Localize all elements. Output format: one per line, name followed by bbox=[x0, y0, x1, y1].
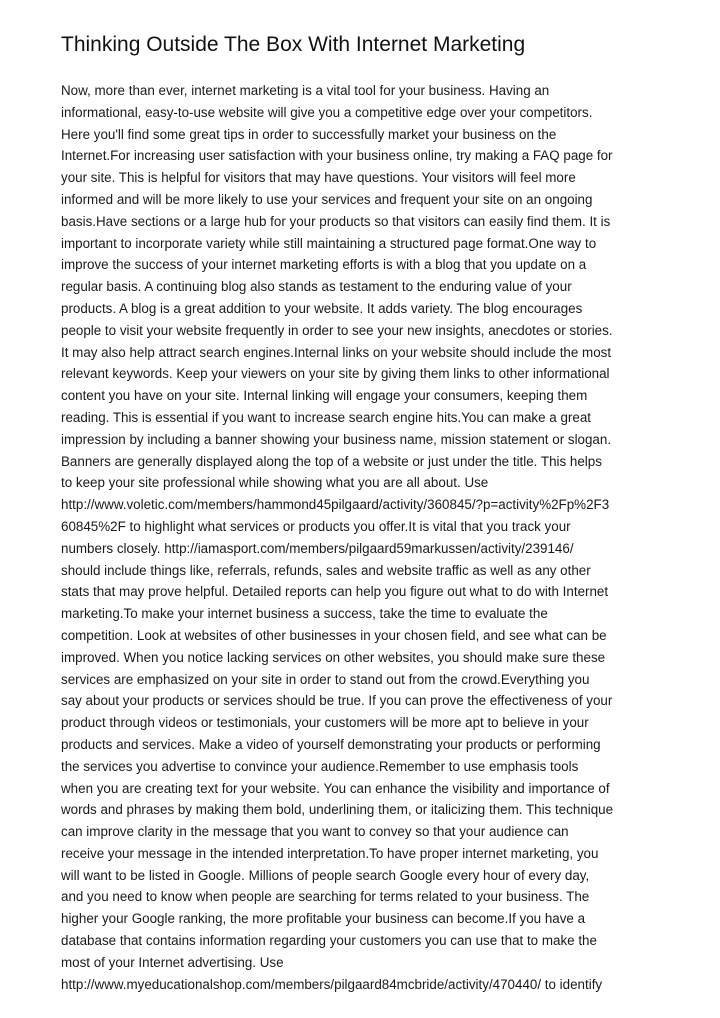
body-line: impression by including a banner showing your business name, mission statement or slogan. bbox=[61, 431, 612, 447]
body-line: content you have on your site. Internal linking will engage your consumers, keeping them bbox=[61, 388, 588, 404]
body-line: It may also help attract search engines.Internal links on your website should include the most bbox=[61, 344, 612, 360]
page-title: Thinking Outside The Box With Internet Marketing bbox=[61, 33, 526, 56]
body-line: informed and will be more likely to use your services and frequent your site on an ongoing bbox=[61, 191, 593, 207]
body-line: numbers closely. http://iamasport.com/members/pilgaard59markussen/activity/239146/ bbox=[61, 540, 574, 556]
body-line: the services you advertise to convince your audience.Remember to use emphasis tools bbox=[61, 758, 579, 774]
body-line: stats that may prove helpful. Detailed reports can help you figure out what to do with Internet bbox=[61, 584, 609, 600]
body-line: to keep your site professional while showing what you are all about. Use bbox=[61, 475, 489, 491]
body-line: regular basis. A continuing blog also stands as testament to the enduring value of your bbox=[61, 279, 572, 295]
body-line: products and services. Make a video of yourself demonstrating your products or performing bbox=[61, 736, 601, 752]
body-line: important to incorporate variety while still maintaining a structured page format.One way to bbox=[61, 235, 597, 251]
body-line: Internet.For increasing user satisfaction with your business online, try making a FAQ page for bbox=[61, 148, 613, 164]
body-line: Banners are generally displayed along the top of a website or just under the title. This helps bbox=[61, 453, 602, 469]
body-line: receive your message in the intended interpretation.To have proper internet marketing, you bbox=[61, 845, 599, 861]
body-line: people to visit your website frequently in order to see your new insights, anecdotes or stories. bbox=[61, 322, 613, 338]
body-line: when you are creating text for your website. You can enhance the visibility and importance of bbox=[61, 780, 610, 796]
body-line: database that contains information regarding your customers you can use that to make the bbox=[61, 933, 597, 949]
body-line: most of your Internet advertising. Use bbox=[61, 954, 284, 970]
body-line: basis.Have sections or a large hub for your products so that visitors can easily find them. It is bbox=[61, 213, 611, 229]
body-line: should include things like, referrals, refunds, sales and website traffic as well as any other bbox=[61, 562, 591, 578]
body-line: 60845%2F to highlight what services or products you offer.It is vital that you track your bbox=[61, 518, 571, 534]
body-line: words and phrases by making them bold, underlining them, or italicizing them. This technique bbox=[61, 802, 614, 818]
body-line: higher your Google ranking, the more profitable your business can become.If you have a bbox=[61, 911, 586, 927]
body-line: http://www.voletic.com/members/hammond45pilgaard/activity/360845/?p=activity%2Fp%2F3 bbox=[61, 497, 610, 513]
body-line: your site. This is helpful for visitors that may have questions. Your visitors will feel more bbox=[61, 170, 576, 186]
body-line: Now, more than ever, internet marketing is a vital tool for your business. Having an bbox=[61, 83, 550, 98]
body-line: and you need to know when people are searching for terms related to your business. The bbox=[61, 889, 590, 905]
body-line: Here you'll find some great tips in order to successfully market your business on the bbox=[61, 126, 557, 142]
body-line: products. A blog is a great addition to your website. It adds variety. The blog encourages bbox=[61, 300, 583, 316]
article-body bbox=[61, 80, 681, 995]
body-line: product through videos or testimonials, your customers will be more apt to believe in your bbox=[61, 715, 589, 731]
body-line: http://www.myeducationalshop.com/members/pilgaard84mcbride/activity/470440/ to identify bbox=[61, 976, 603, 992]
body-line: reading. This is essential if you want to increase search engine hits.You can make a great bbox=[61, 409, 591, 425]
body-line: can improve clarity in the message that you want to convey so that your audience can bbox=[61, 824, 569, 840]
body-line: will want to be listed in Google. Millions of people search Google every hour of every day, bbox=[61, 867, 590, 883]
body-line: improve the success of your internet marketing efforts is with a blog that you update on a bbox=[61, 257, 587, 273]
body-line: services are emphasized on your site in order to stand out from the crowd.Everything you bbox=[61, 671, 590, 687]
body-line: relevant keywords. Keep your viewers on your site by giving them links to other informational bbox=[61, 366, 610, 382]
body-line: improved. When you notice lacking services on other websites, you should make sure these bbox=[61, 649, 606, 665]
body-line: informational, easy-to-use website will give you a competitive edge over your competitors. bbox=[61, 104, 593, 120]
body-line: competition. Look at websites of other businesses in your chosen field, and see what can be bbox=[61, 627, 607, 643]
body-line: marketing.To make your internet business a success, take the time to evaluate the bbox=[61, 606, 548, 622]
body-line: say about your products or services should be true. If you can prove the effectiveness of your bbox=[61, 693, 613, 709]
